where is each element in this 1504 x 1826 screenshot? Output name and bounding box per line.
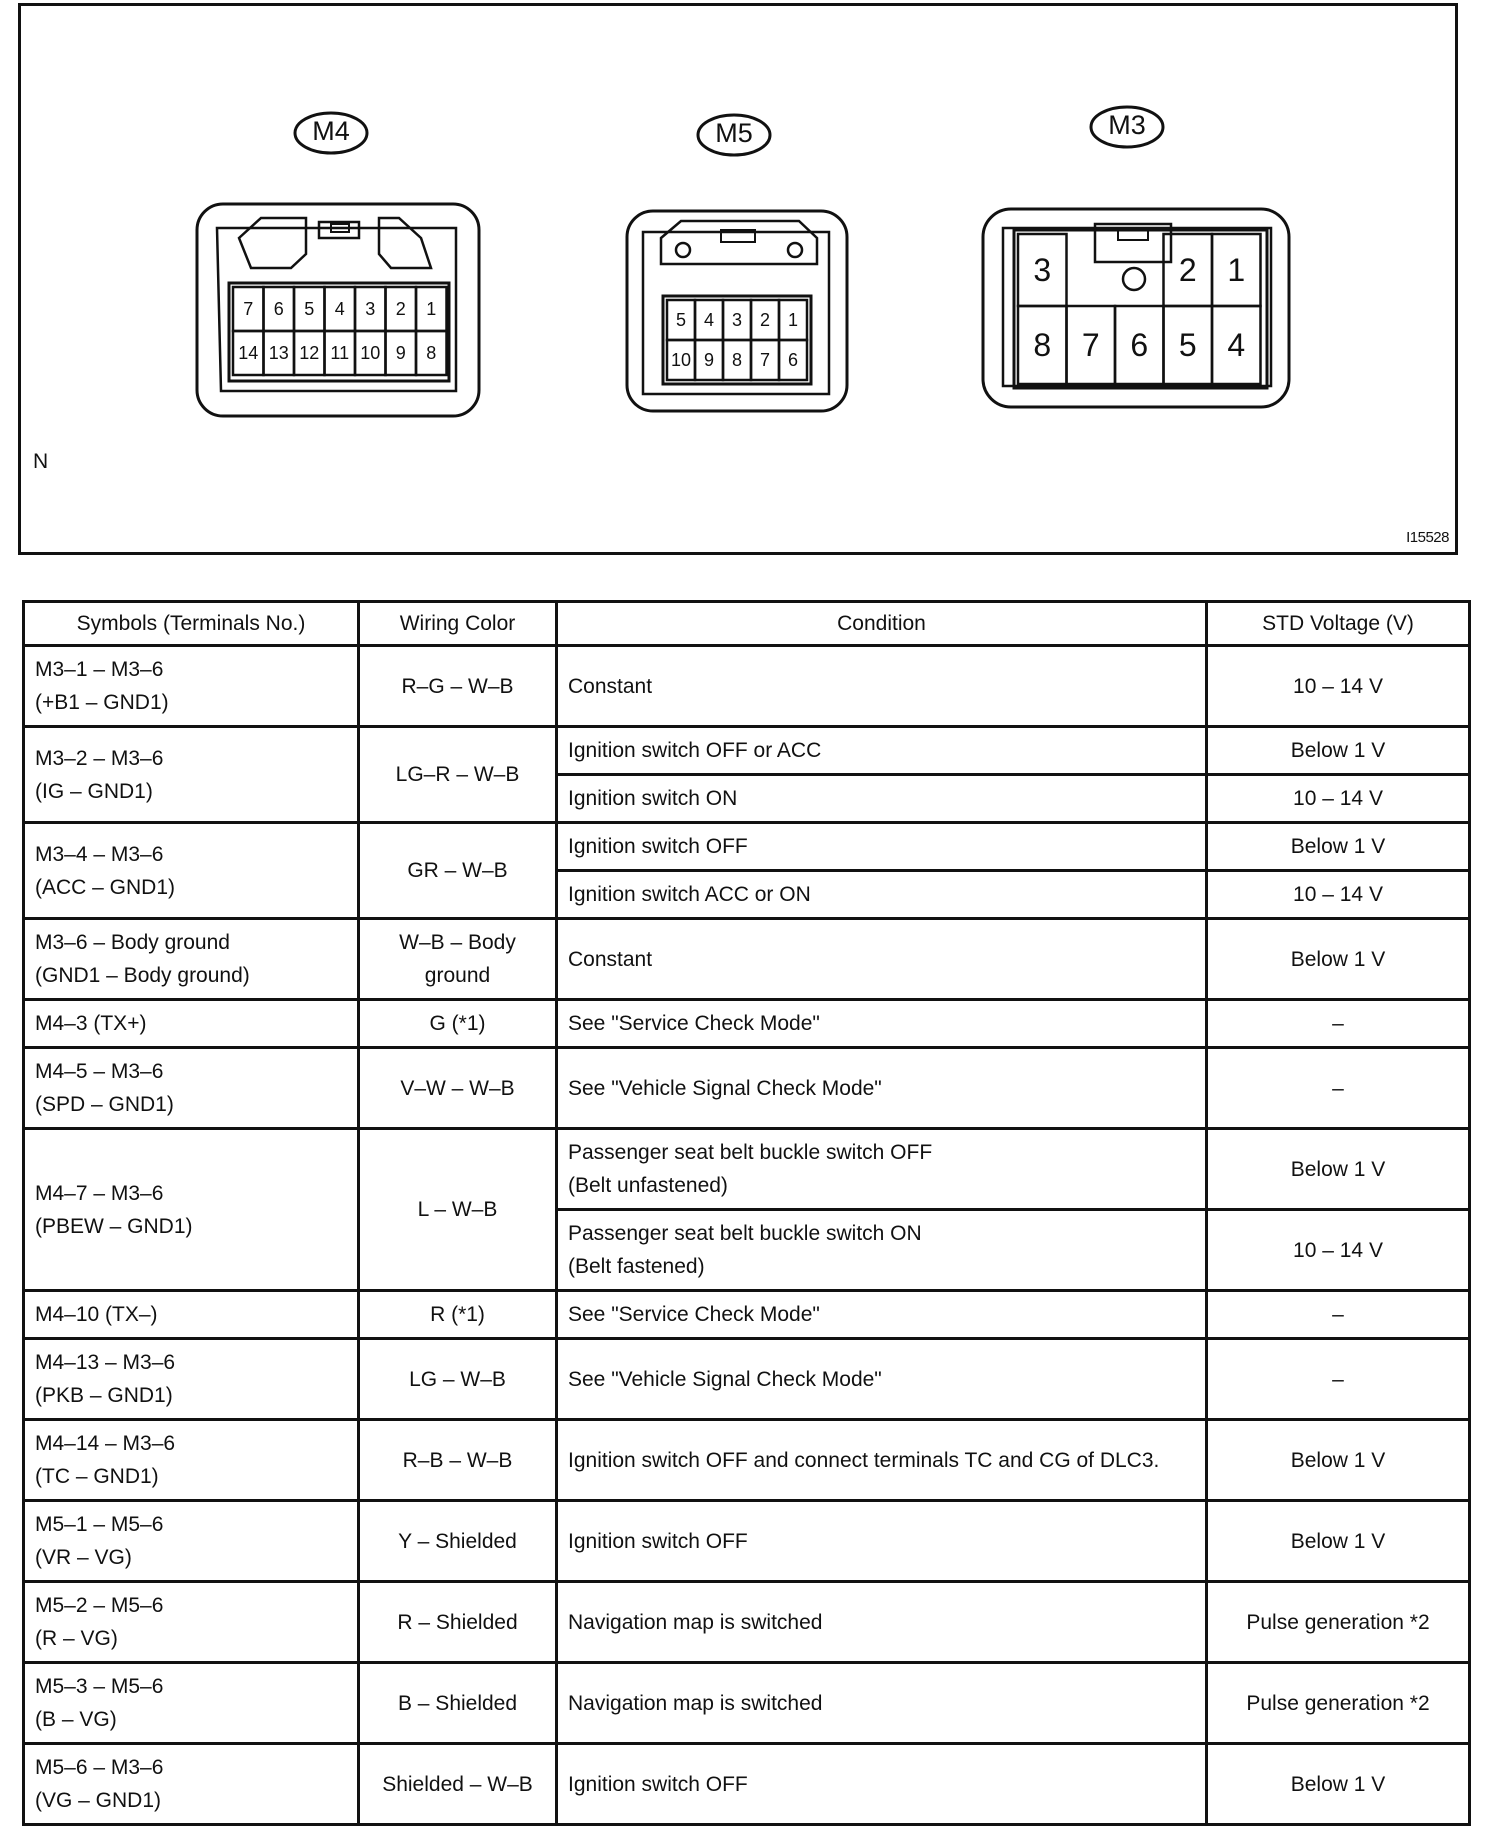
- header-std-voltage: STD Voltage (V): [1207, 602, 1470, 646]
- symbol-cell: [24, 1339, 359, 1420]
- std-voltage-cell: Below 1 V: [1207, 919, 1470, 1000]
- symbol-cell-text: M4–13 – M3–6: [35, 1351, 176, 1374]
- symbol-cell-text: (PKB – GND1): [35, 1384, 173, 1407]
- table-row: [24, 646, 1470, 727]
- wiring-color-cell-text: ground: [424, 964, 491, 987]
- symbol-cell-text: M4–5 – M3–6: [35, 1060, 164, 1083]
- m3-pin-label: 2: [1178, 252, 1197, 288]
- wiring-color-cell: [359, 1744, 557, 1825]
- wiring-color-cell-text: Shielded – W–B: [382, 1772, 533, 1796]
- wiring-color-cell-text: B – Shielded: [397, 1691, 518, 1715]
- symbol-cell-text: (TC – GND1): [35, 1465, 159, 1488]
- symbol-cell: [24, 1129, 359, 1291]
- condition-cell-text: Ignition switch ON: [568, 787, 738, 810]
- header-condition: Condition: [557, 602, 1207, 646]
- symbol-cell-text: (B – VG): [35, 1708, 117, 1731]
- condition-cell-text: See "Vehicle Signal Check Mode": [568, 1367, 882, 1391]
- std-voltage-cell: 10 – 14 V: [1207, 646, 1470, 727]
- condition-cell: [557, 1000, 1207, 1048]
- condition-cell-text: (Belt unfastened): [568, 1174, 728, 1197]
- std-voltage-cell: –: [1207, 1000, 1470, 1048]
- table-row: [24, 727, 1470, 775]
- table-row: [24, 823, 1470, 871]
- condition-cell: [557, 1744, 1207, 1825]
- std-voltage-cell: –: [1207, 1291, 1470, 1339]
- m4-pin-label: 11: [330, 343, 350, 363]
- symbol-cell-text: (R – VG): [35, 1627, 118, 1650]
- m4-pin-label: 6: [273, 299, 284, 319]
- symbol-cell-text: (ACC – GND1): [35, 875, 176, 899]
- wiring-color-cell: [359, 1048, 557, 1129]
- std-voltage-cell: Below 1 V: [1207, 1420, 1470, 1501]
- condition-cell: [557, 1048, 1207, 1129]
- table-row: [24, 1291, 1470, 1339]
- table-row: [24, 1000, 1470, 1048]
- symbol-cell-text: (GND1 – Body ground): [35, 964, 250, 987]
- symbol-cell: [24, 1048, 359, 1129]
- symbol-cell: [24, 646, 359, 727]
- m4-label: M4: [312, 116, 350, 146]
- wiring-color-cell: [359, 1663, 557, 1744]
- m4-pin-label: 13: [268, 343, 289, 363]
- m4-pin-label: 4: [334, 299, 345, 319]
- condition-cell-text: Ignition switch OFF: [568, 1772, 748, 1796]
- m4-pin-label: 1: [426, 299, 437, 319]
- condition-cell: [557, 1663, 1207, 1744]
- m4-pin-label: 9: [395, 343, 406, 363]
- condition-cell-text: Constant: [568, 674, 653, 698]
- symbol-cell-text: M3–2 – M3–6: [35, 746, 164, 770]
- wiring-color-cell-text: R (*1): [430, 1303, 485, 1326]
- m4-pin-label: 14: [238, 343, 259, 363]
- terminal-voltage-table: [22, 600, 1471, 1826]
- wiring-color-cell-text: V–W – W–B: [400, 1076, 515, 1100]
- symbol-cell-text: M4–7 – M3–6: [35, 1181, 164, 1205]
- wiring-color-cell: [359, 1291, 557, 1339]
- m5-pin-label: 6: [787, 350, 799, 370]
- std-voltage-cell: Below 1 V: [1207, 727, 1470, 775]
- condition-cell: [557, 775, 1207, 823]
- connector-drawing: [21, 6, 1455, 552]
- wiring-color-cell: [359, 1129, 557, 1291]
- condition-cell-text: Navigation map is switched: [568, 1691, 823, 1715]
- table-row: [24, 1501, 1470, 1582]
- m4-pin-label: 5: [304, 299, 315, 319]
- table-row: [24, 1744, 1470, 1825]
- table-row: [24, 1420, 1470, 1501]
- condition-cell: [557, 727, 1207, 775]
- m3-pin-label: 5: [1178, 327, 1197, 363]
- condition-cell-text: See "Service Check Mode": [568, 1012, 820, 1035]
- symbol-cell-text: (PBEW – GND1): [35, 1214, 193, 1238]
- wiring-color-cell-text: W–B – Body: [399, 931, 516, 954]
- wiring-color-cell: [359, 1420, 557, 1501]
- std-voltage-cell: 10 – 14 V: [1207, 775, 1470, 823]
- std-voltage-cell: Pulse generation *2: [1207, 1663, 1470, 1744]
- wiring-color-cell-text: Y – Shielded: [398, 1529, 517, 1553]
- m3-pin-label: 1: [1227, 252, 1246, 288]
- symbol-cell: [24, 919, 359, 1000]
- m5-pin-label: 7: [759, 350, 771, 370]
- m3-pin-label: 6: [1130, 327, 1149, 363]
- symbol-cell: [24, 1582, 359, 1663]
- m3-pin-label: 3: [1033, 252, 1052, 288]
- condition-cell: [557, 1501, 1207, 1582]
- connector-diagram: [18, 3, 1458, 555]
- std-voltage-cell: Below 1 V: [1207, 823, 1470, 871]
- m3-pin-label: 7: [1081, 327, 1100, 363]
- table-row: [24, 1339, 1470, 1420]
- wiring-color-cell: [359, 727, 557, 823]
- condition-cell-text: (Belt fastened): [568, 1255, 705, 1278]
- std-voltage-cell: Pulse generation *2: [1207, 1582, 1470, 1663]
- m5-pin-label: 10: [670, 350, 692, 370]
- symbol-cell-text: M3–1 – M3–6: [35, 658, 164, 681]
- m4-pin-label: 2: [395, 299, 406, 319]
- wiring-color-cell-text: LG–R – W–B: [395, 763, 520, 786]
- condition-cell-text: Passenger seat belt buckle switch OFF: [568, 1141, 933, 1164]
- symbol-cell: [24, 727, 359, 823]
- symbol-cell: [24, 1291, 359, 1339]
- wiring-color-cell-text: R – Shielded: [397, 1610, 518, 1634]
- m5-pin-label: 5: [675, 310, 687, 330]
- condition-cell: [557, 871, 1207, 919]
- std-voltage-cell: Below 1 V: [1207, 1744, 1470, 1825]
- m4-pin-label: 3: [365, 299, 376, 319]
- m5-label: M5: [715, 118, 753, 148]
- symbol-cell: [24, 1744, 359, 1825]
- table-row: [24, 1129, 1470, 1210]
- condition-cell-text: Ignition switch OFF or ACC: [568, 739, 822, 762]
- condition-cell-text: Ignition switch OFF and connect terminals TC and CG of DLC3.: [568, 1448, 1160, 1472]
- symbol-cell-text: M3–4 – M3–6: [35, 842, 164, 866]
- header-wiring-color: Wiring Color: [359, 602, 557, 646]
- table-row: [24, 1582, 1470, 1663]
- wiring-color-cell: [359, 823, 557, 919]
- condition-cell-text: Ignition switch ACC or ON: [568, 883, 811, 906]
- wiring-color-cell-text: R–G – W–B: [401, 674, 514, 698]
- table-row: [24, 919, 1470, 1000]
- condition-cell: [557, 646, 1207, 727]
- m5-pin-label: 8: [731, 350, 743, 370]
- m4-pin-label: 7: [243, 299, 254, 319]
- wiring-color-cell: [359, 1000, 557, 1048]
- m4-pin-label: 12: [299, 343, 320, 363]
- std-voltage-cell: Below 1 V: [1207, 1501, 1470, 1582]
- symbol-cell-text: (IG – GND1): [35, 779, 153, 803]
- symbol-cell-text: M4–10 (TX–): [35, 1303, 158, 1326]
- m5-pin-label: 9: [703, 350, 715, 370]
- m4-pin-label: 10: [360, 343, 381, 363]
- symbol-cell-text: (VG – GND1): [35, 1789, 162, 1812]
- wiring-color-cell: [359, 919, 557, 1000]
- condition-cell: [557, 1210, 1207, 1291]
- wiring-color-cell-text: G (*1): [429, 1012, 486, 1035]
- figure-id: I15528: [1406, 529, 1449, 546]
- m3-label: M3: [1108, 110, 1146, 140]
- wiring-color-cell-text: R–B – W–B: [402, 1448, 513, 1472]
- wiring-color-cell: [359, 1501, 557, 1582]
- std-voltage-cell: 10 – 14 V: [1207, 871, 1470, 919]
- m5-pin-label: 2: [759, 310, 771, 330]
- symbol-cell-text: M5–3 – M5–6: [35, 1675, 164, 1698]
- m5-pin-label: 3: [731, 310, 743, 330]
- wiring-color-cell: [359, 646, 557, 727]
- wiring-color-cell-text: L – W–B: [417, 1198, 498, 1221]
- m3-connector: [983, 209, 1289, 407]
- condition-cell: [557, 1291, 1207, 1339]
- symbol-cell: [24, 1663, 359, 1744]
- corner-letter: N: [33, 450, 49, 473]
- condition-cell: [557, 1582, 1207, 1663]
- wiring-color-cell: [359, 1339, 557, 1420]
- symbol-cell-text: M4–3 (TX+): [35, 1012, 147, 1035]
- symbol-cell: [24, 1501, 359, 1582]
- wiring-color-cell: [359, 1582, 557, 1663]
- m4-pin-label: 8: [426, 343, 437, 363]
- wiring-color-cell-text: GR – W–B: [407, 859, 508, 882]
- m5-pin-label: 1: [787, 310, 799, 330]
- condition-cell-text: See "Vehicle Signal Check Mode": [568, 1076, 882, 1100]
- m3-pin-label: 8: [1033, 327, 1052, 363]
- symbol-cell: [24, 1420, 359, 1501]
- symbol-cell-text: M5–6 – M3–6: [35, 1756, 164, 1779]
- header-symbols: Symbols (Terminals No.): [24, 602, 359, 646]
- std-voltage-cell: 10 – 14 V: [1207, 1210, 1470, 1291]
- table-row: [24, 1663, 1470, 1744]
- condition-cell-text: Passenger seat belt buckle switch ON: [568, 1222, 922, 1245]
- symbol-cell-text: M3–6 – Body ground: [35, 931, 230, 954]
- condition-cell-text: Ignition switch OFF: [568, 1529, 748, 1553]
- condition-cell-text: See "Service Check Mode": [568, 1303, 820, 1326]
- table-header-row: [24, 602, 1470, 646]
- symbol-cell-text: (+B1 – GND1): [35, 691, 169, 714]
- std-voltage-cell: Below 1 V: [1207, 1129, 1470, 1210]
- symbol-cell-text: M5–2 – M5–6: [35, 1594, 164, 1617]
- std-voltage-cell: –: [1207, 1339, 1470, 1420]
- m3-pin-label: 4: [1227, 327, 1246, 363]
- symbol-cell-text: M5–1 – M5–6: [35, 1513, 164, 1536]
- std-voltage-cell: –: [1207, 1048, 1470, 1129]
- wiring-color-cell-text: LG – W–B: [409, 1367, 506, 1391]
- symbol-cell: [24, 1000, 359, 1048]
- condition-cell: [557, 1129, 1207, 1210]
- condition-cell-text: Ignition switch OFF: [568, 835, 748, 858]
- condition-cell-text: Constant: [568, 947, 653, 971]
- table-row: [24, 1048, 1470, 1129]
- symbol-cell: [24, 823, 359, 919]
- condition-cell: [557, 823, 1207, 871]
- condition-cell-text: Navigation map is switched: [568, 1610, 823, 1634]
- m5-pin-label: 4: [703, 310, 715, 330]
- symbol-cell-text: (SPD – GND1): [35, 1093, 174, 1116]
- condition-cell: [557, 919, 1207, 1000]
- condition-cell: [557, 1420, 1207, 1501]
- table-body: [24, 646, 1470, 1825]
- symbol-cell-text: M4–14 – M3–6: [35, 1432, 176, 1455]
- condition-cell: [557, 1339, 1207, 1420]
- symbol-cell-text: (VR – VG): [35, 1546, 132, 1569]
